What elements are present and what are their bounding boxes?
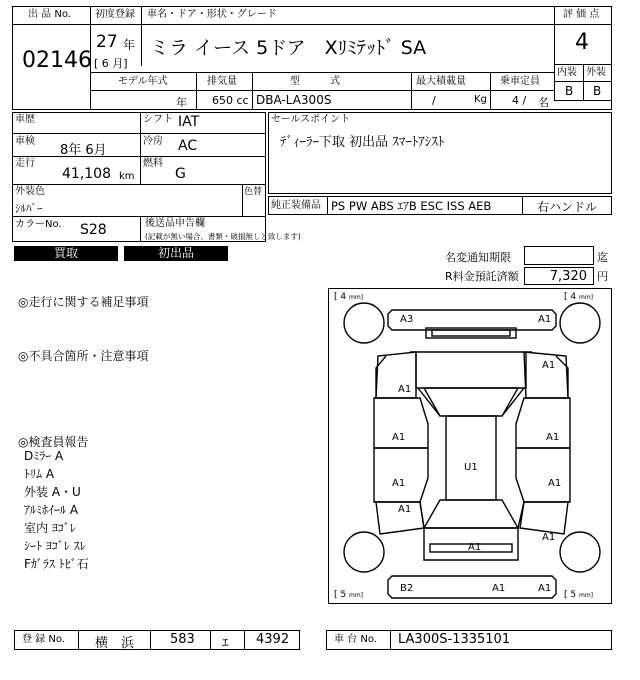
car-name: ミラ イース 5ドア Xﾘﾐﾃｯﾄﾞ SA [150,37,427,59]
mark-roof: U1 [464,462,478,473]
mark-hatch: A1 [468,542,482,553]
mark-front-door-left: A1 [392,432,406,443]
first-listing-badge: 初出品 [124,246,228,261]
interior-label: 内装 [557,67,577,78]
mileage-unit: km [119,171,135,182]
inspection-value: 8年 6月 [60,143,107,158]
driving-notes-label: ◎走行に関する補足事項 [18,295,149,309]
mark-rear-bumper-center: A1 [492,583,506,594]
inspector-item: 室内 ﾖｺﾞﾚ [24,521,76,535]
sales-text: ﾃﾞｨｰﾗｰ下取 初出品 ｽﾏｰﾄｱｼｽﾄ [280,135,445,150]
inspector-report-label: ◎検査員報告 [18,435,89,449]
wheel-front-left [344,303,384,343]
recycle-value: 7,320 [549,269,587,284]
model-year-unit: 年 [176,96,187,109]
ac-label: 冷房 [143,136,163,147]
wheel-rear-right [560,532,600,572]
grade: 4 [575,30,589,55]
first-reg-label: 初度登録 [95,9,135,20]
front-door-right [516,398,570,448]
max-load: / [432,94,436,107]
max-load-unit: Kg [474,94,487,105]
history-label: 車歴 [15,114,35,125]
year-value: 27 [96,32,118,52]
sales-label: セールスポイント [271,114,351,125]
displacement-label: 排気量 [207,76,237,87]
inspector-item: 外装 A・U [24,485,81,499]
damage-diagram [328,288,612,604]
mark-fender-left: A1 [398,384,412,395]
mark-front-bumper-right: A1 [538,314,552,325]
grade-label: 評 価 点 [563,9,600,20]
exterior-grade: B [593,84,602,98]
color-no-label: カラーNo. [15,219,62,230]
recycle-label: R料金預託済額 [445,270,519,283]
lot-no: 02146 [22,48,92,73]
rear-door-left [374,448,428,502]
year-unit: 年 [123,38,136,52]
tire-front-right: [ 4 mm] [564,292,593,302]
max-load-label: 最大積載量 [416,76,466,87]
equipment-list: PS PW ABS ｴｱB ESC ISS AEB [331,199,492,213]
defect-notes-label: ◎不具合箇所・注意事項 [18,349,149,363]
tire-rear-left: [ 5 mm] [334,590,363,600]
steering: 右ハンドル [537,200,598,214]
inspector-item: ﾄﾘﾑ A [24,467,55,481]
tire-rear-right: [ 5 mm] [564,590,593,600]
capacity-unit: 名 [538,96,549,109]
month-value: [ 6 月] [94,57,128,70]
notice-unit: 迄 [597,251,608,264]
car-name-label: 車名・ドア・形状・グレード [147,9,277,20]
shift-label: シフト [143,114,173,125]
inspection-label: 車検 [15,136,35,147]
fuel-label: 燃料 [143,158,163,169]
mark-front-door-right: A1 [546,432,560,443]
ac-value: AC [178,138,198,154]
ext-color: ｼﾙﾊﾞｰ [15,202,43,215]
mark-rear-fender-right: A1 [542,532,556,543]
tire-front-left: [ 4 mm] [334,292,363,302]
chassis-label: 車 台 No. [334,634,377,645]
lot-no-label: 出 品 No. [28,9,71,20]
roof [446,416,496,500]
inspector-item: ｱﾙﾐﾎｲｰﾙ A [24,503,79,517]
doc-label: 後送品申告欄 [145,218,205,229]
fender-right [524,352,568,398]
color-no: S28 [80,222,107,238]
fuel-value: G [175,166,186,182]
buy-badge: 買取 [14,246,118,261]
recolor-label: 色替 [244,187,263,197]
hood [416,352,526,388]
mark-rear-door-right: A1 [548,478,562,489]
rear-fender-right [520,502,568,534]
rear-door-right [516,448,570,502]
mark-rear-bumper-left: B2 [400,583,414,594]
mileage-label: 走行 [15,158,35,169]
shift-value: IAT [178,114,200,130]
mark-fender-right: A1 [542,360,556,371]
capacity: 4 / [512,94,527,107]
wheel-front-right [560,303,600,343]
rear-glass [424,500,518,528]
interior-grade: B [565,84,574,98]
doc-note: (記載が無い場合、書類・破損無しと致します) [145,232,301,241]
mark-rear-door-left: A1 [392,478,406,489]
recycle-unit: 円 [597,270,608,283]
reg-kana: ｴ [222,636,229,651]
mark-front-bumper-left: A3 [400,314,414,325]
wheel-rear-left [344,532,384,572]
ext-color-label: 外装色 [15,186,45,197]
notice-label: 名変通知期限 [445,251,511,264]
reg-class: 583 [170,632,195,647]
capacity-label: 乗車定員 [500,76,540,87]
inspector-item: Dﾐﾗｰ A [24,449,64,463]
notice-value-box [524,246,594,265]
inspector-item: Fｶﾞﾗｽ ﾄﾋﾞ石 [24,557,89,571]
model-year-label: モデル年式 [118,76,168,87]
model-type: DBA-LA300S [256,93,332,107]
mark-rear-fender-left: A1 [398,504,412,515]
equipment-label: 純正装備品 [271,200,321,211]
reg-number: 4392 [256,632,290,647]
recycle-value-box [524,267,594,285]
chassis-number: LA300S-1335101 [398,632,511,647]
windshield [424,388,518,416]
reg-place: 横 浜 [95,636,135,651]
mark-rear-bumper-right: A1 [538,583,552,594]
displacement: 650 cc [212,94,249,107]
inspector-item: ｼｰﾄ ﾖｺﾞﾚ ｽﾚ [24,539,86,553]
type-label: 型 式 [290,76,340,87]
reg-no-label: 登 録 No. [22,634,65,645]
mileage-value: 41,108 [62,166,111,182]
exterior-label: 外装 [586,67,606,78]
